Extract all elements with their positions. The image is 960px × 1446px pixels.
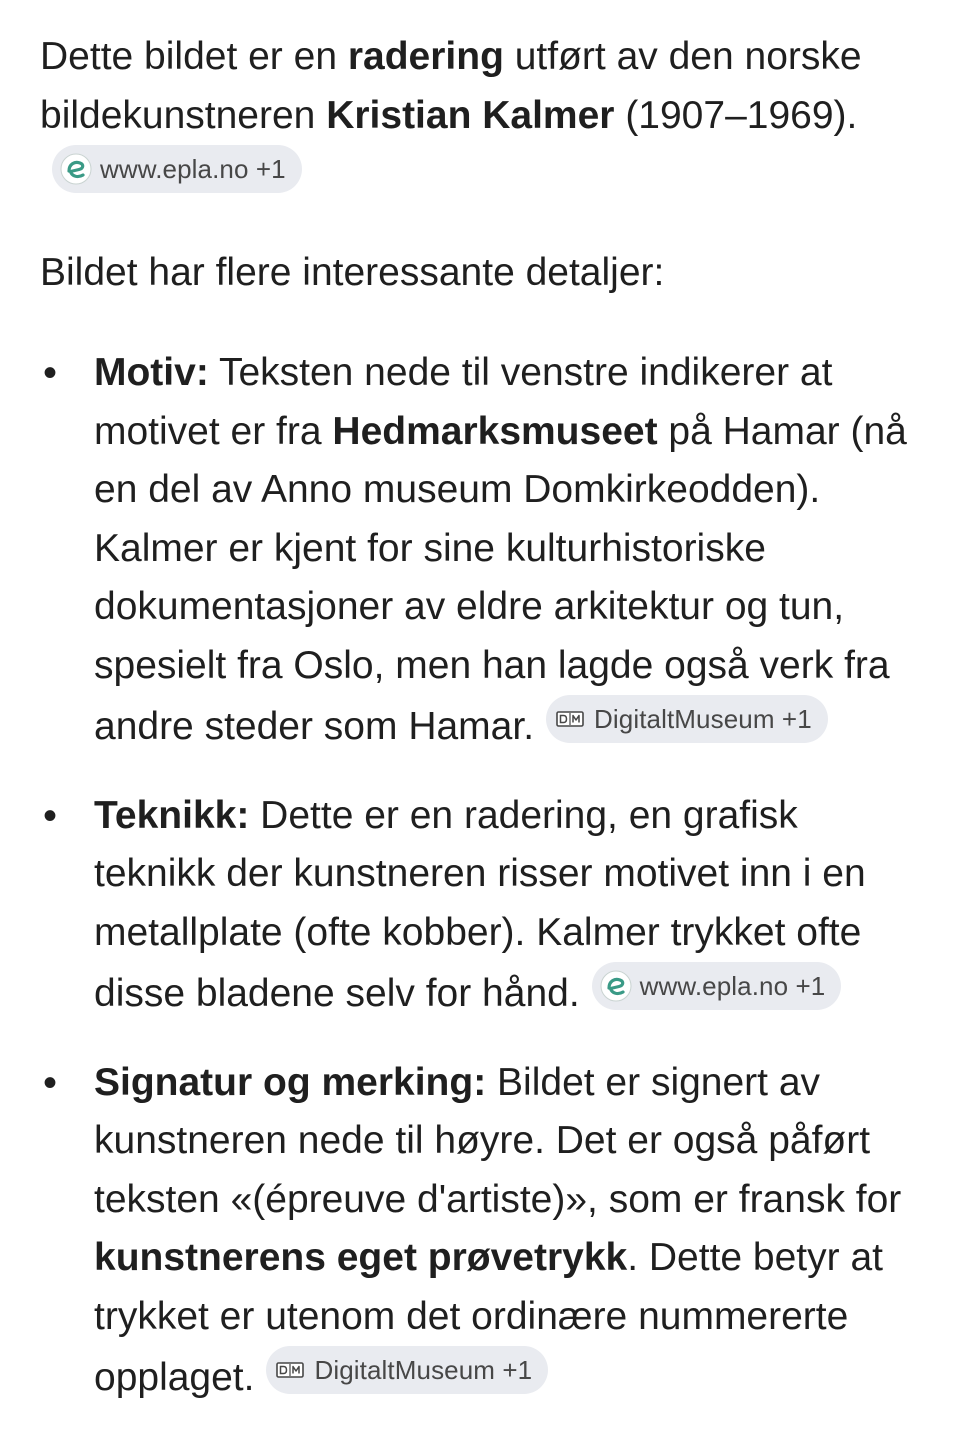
intro-artist-bold: Kristian Kalmer [326,93,615,137]
chip-label: DigitaltMuseum +1 [594,704,812,734]
bullet-icon: • [42,793,57,838]
intro-paragraph [40,28,920,207]
source-chip-epla[interactable] [592,962,842,1010]
intro-technique-bold: radering [347,35,504,78]
chip-label: DigitaltMuseum +1 [314,1355,533,1385]
epla-logo-icon [60,153,92,185]
details-list [40,344,920,1408]
item-text-1: Bildet er signert av kunstneren nede til høyre. Det er også påført teksten «(épreuve d'artiste)», som er fransk for [94,1060,902,1221]
list-item-motiv [40,344,920,757]
chip-label: www.epla.no +1 [100,154,286,184]
chip-label: www.epla.no +1 [639,971,826,1001]
bullet-icon: • [42,351,57,395]
item-label: Teknikk: [94,793,250,837]
item-bold-museum: Hedmarksmuseet [332,409,658,453]
list-item-signatur [40,1054,920,1408]
intro-text-2: utført av den norske bildekunstneren [40,35,862,137]
item-text-2: . Dette betyr at trykket er utenom det ordinære nummererte opplaget. [94,1236,883,1399]
item-text-1: Dette er en radering, en grafisk teknikk der kunstneren risser motivet inn i en metallplate (ofte kobber). Kalmer trykket ofte disse bladene selv for hånd. [94,793,866,1015]
list-item-teknikk [40,787,920,1024]
lead-paragraph: Bildet har flere interessante detaljer: [40,250,665,294]
item-text-2: på Hamar (nå en del av Anno museum Domkirkeodden). Kalmer er kjent for sine kulturhistoriske dokumentasjoner av eldre arkitektur og tun, spesielt fra Oslo, men han lagde også verk fra andre steder som Hamar. [94,409,907,748]
bullet-icon: • [42,1060,57,1105]
digitaltmuseum-logo-icon [554,703,586,735]
intro-text-3: (1907–1969). [614,93,858,137]
item-label: Signatur og merking: [94,1060,487,1104]
item-bold-proof: kunstnerens eget prøvetrykk [94,1236,628,1279]
intro-text-1: Dette bildet er en [40,35,348,78]
source-chip-epla[interactable] [52,145,302,193]
source-chip-digitaltmuseum[interactable] [546,695,828,743]
item-text-1: Teksten nede til venstre indikerer at motivet er fra [94,351,833,453]
epla-logo-icon [600,970,632,1002]
source-chip-digitaltmuseum[interactable] [266,1346,548,1394]
digitaltmuseum-logo-icon [274,1354,306,1386]
item-label: Motiv: [94,351,209,394]
